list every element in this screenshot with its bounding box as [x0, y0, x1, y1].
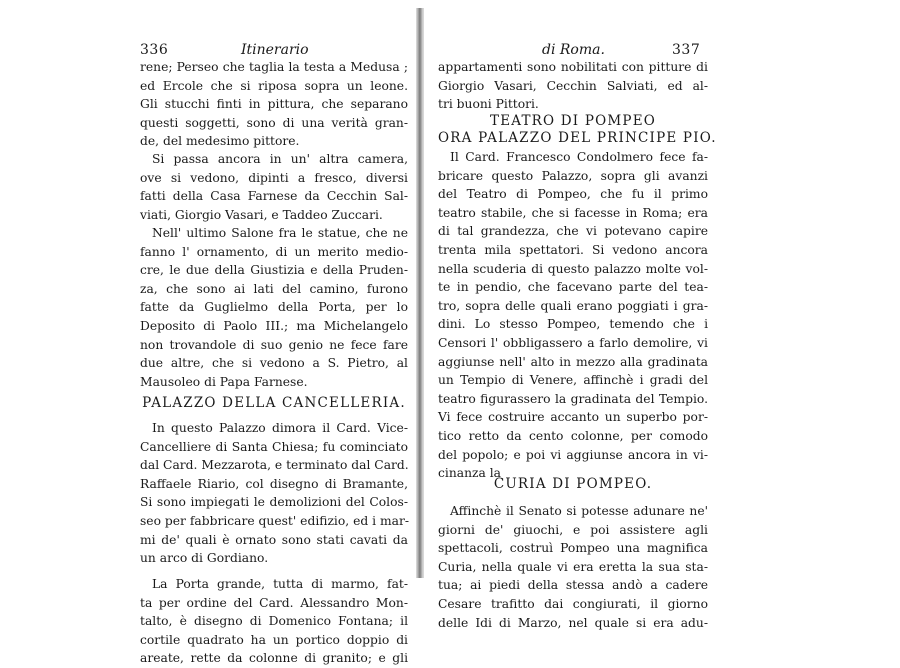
page-number: 336 [140, 42, 169, 58]
text-line: areate, rette da colonne di granito; e gli [140, 651, 408, 666]
text-line: ove si vedono, dipinti a fresco, diversi [140, 170, 408, 185]
text-line: un arco di Gordiano. [140, 551, 269, 566]
scan-edge [896, 0, 900, 590]
paragraph [140, 58, 408, 151]
text-line: fanno l' ornamento, di un merito medio- [140, 244, 408, 259]
text-line: seo per fabbricare quest' edifizio, ed i mar- [140, 513, 410, 528]
text-line: teatro figurassero la gradinata del Tempio. [438, 391, 708, 406]
text-line: Deposito di Paolo III.; ma Michelangelo [140, 318, 408, 333]
text-line: appartamenti sono nobilitati con pitture di [438, 60, 708, 74]
text-line: za, che sono ai lati del camino, furono [140, 281, 408, 296]
text-line: tico retto da cento colonne, per comodo [438, 428, 708, 443]
text-line: Cancelliere di Santa Chiesa; fu cominciato [140, 439, 408, 454]
text-line: Il Card. Francesco Condolmero fece fa- [450, 150, 708, 164]
text-line: ed Ercole che si riposa sopra un leone. [140, 78, 408, 93]
text-line: un Tempio di Venere, affinchè i gradi del [438, 373, 708, 388]
text-line: bricare questo Palazzo, sopra gli avanzi [438, 168, 708, 183]
text-line: Giorgio Vasari, Cecchin Salviati, ed al- [438, 78, 708, 93]
text-line: Mausoleo di Papa Farnese. [140, 374, 308, 389]
text-line: La Porta grande, tutta di marmo, fat- [152, 577, 408, 591]
text-line: cinanza la [438, 466, 501, 481]
section-heading: TEATRO DI POMPEO [489, 113, 657, 129]
paragraph [140, 224, 408, 391]
text-line: Censori l' obbligassero a farlo demolire, vi [438, 335, 708, 350]
text-line: Nell' ultimo Salone fra le statue, che ne [152, 226, 408, 240]
text-line: tro, sopra delle quali erano poggiati i gra- [438, 298, 708, 313]
text-line: rene; Perseo che taglia la testa a Medusa ; [140, 60, 408, 74]
text-line: Si sono impiegati le demolizioni del Colos- [140, 495, 408, 510]
page-number: 337 [672, 42, 701, 58]
text-line: questi soggetti, sono di una verità gran- [140, 115, 408, 130]
section-heading: PALAZZO DELLA CANCELLERIA. [142, 395, 406, 411]
text-line: de, del medesimo pittore. [140, 134, 300, 149]
paragraph [140, 575, 408, 668]
left-page [118, 0, 416, 666]
text-line: del Teatro di Pompeo, che fu il primo [438, 187, 708, 202]
section-heading: CURIA DI POMPEO. [493, 476, 653, 492]
running-head: di Roma. [542, 42, 605, 58]
text-line: delle Idi di Marzo, nel quale si era adu- [438, 615, 708, 630]
text-line: In questo Palazzo dimora il Card. Vice- [152, 421, 408, 435]
section-heading: ORA PALAZZO DEL PRINCIPE PIO. [438, 130, 717, 146]
text-line: nella scuderia di questo palazzo molte vol- [438, 261, 708, 276]
text-line: spettacoli, costruì Pompeo una magnifica [438, 541, 708, 556]
text-line: cre, le due della Giustizia e della Pruden- [140, 263, 408, 278]
text-line: del popolo; e poi vi aggiunse ancora in vi- [438, 447, 708, 462]
paragraph [140, 419, 408, 568]
text-line: di tal grandezza, che vi potevano capire [438, 224, 708, 239]
text-line: teatro stabile, che si facesse in Roma; era [438, 205, 708, 220]
text-line: Curia, nella quale vi era eretta la sua sta- [438, 559, 708, 574]
paragraph [438, 148, 708, 483]
text-line: Vi fece costruire accanto un superbo por- [438, 410, 708, 425]
text-line: fatte da Guglielmo della Porta, per lo [140, 300, 408, 315]
text-line: fatti della Casa Farnese da Cecchin Sal- [140, 189, 408, 204]
text-line: Si passa ancora in un' altra camera, [152, 152, 408, 166]
text-line: Affinchè il Senato si potesse adunare ne' [450, 504, 708, 518]
paragraph [140, 150, 408, 224]
text-line: Cesare trafitto dai congiurati, il giorno [438, 596, 708, 611]
text-line: viati, Giorgio Vasari, e Taddeo Zuccari. [140, 207, 383, 222]
text-line: giorni de' giuochi, e poi assistere agli [438, 522, 708, 537]
running-head: Itinerario [241, 42, 309, 58]
text-line: dal Card. Mezzarota, e terminato dal Card. [140, 458, 409, 473]
text-line: trenta mila spettatori. Si vedono ancora [438, 242, 708, 257]
text-line: dini. Lo stesso Pompeo, temendo che i [438, 317, 708, 332]
text-line: Raffaele Riario, col disegno di Bramante, [140, 476, 408, 491]
text-line: ta per ordine del Card. Alessandro Mon- [140, 595, 408, 610]
text-line: non trovandole di suo genio ne fece fare [140, 337, 408, 352]
text-line: due altre, che si vedono a S. Pietro, al [140, 356, 408, 371]
text-line: aggiunse nell' alto in mezzo alla gradinata [438, 354, 708, 369]
right-page [424, 0, 724, 630]
paragraph [438, 502, 708, 632]
paragraph [438, 58, 708, 114]
text-line: tri buoni Pittori. [438, 97, 539, 112]
text-line: Gli stucchi finti in pittura, che separano [140, 97, 408, 112]
text-line: te in pendio, che facevano parte del tea- [438, 280, 708, 295]
text-line: mi de' quali è ornato sono stati cavati da [140, 532, 408, 547]
text-line: talto, è disegno di Domenico Fontana; il [140, 614, 408, 629]
text-line: cortile quadrato ha un portico doppio di [140, 632, 408, 647]
text-line: tua; ai piedi della stessa andò a cadere [438, 578, 708, 593]
